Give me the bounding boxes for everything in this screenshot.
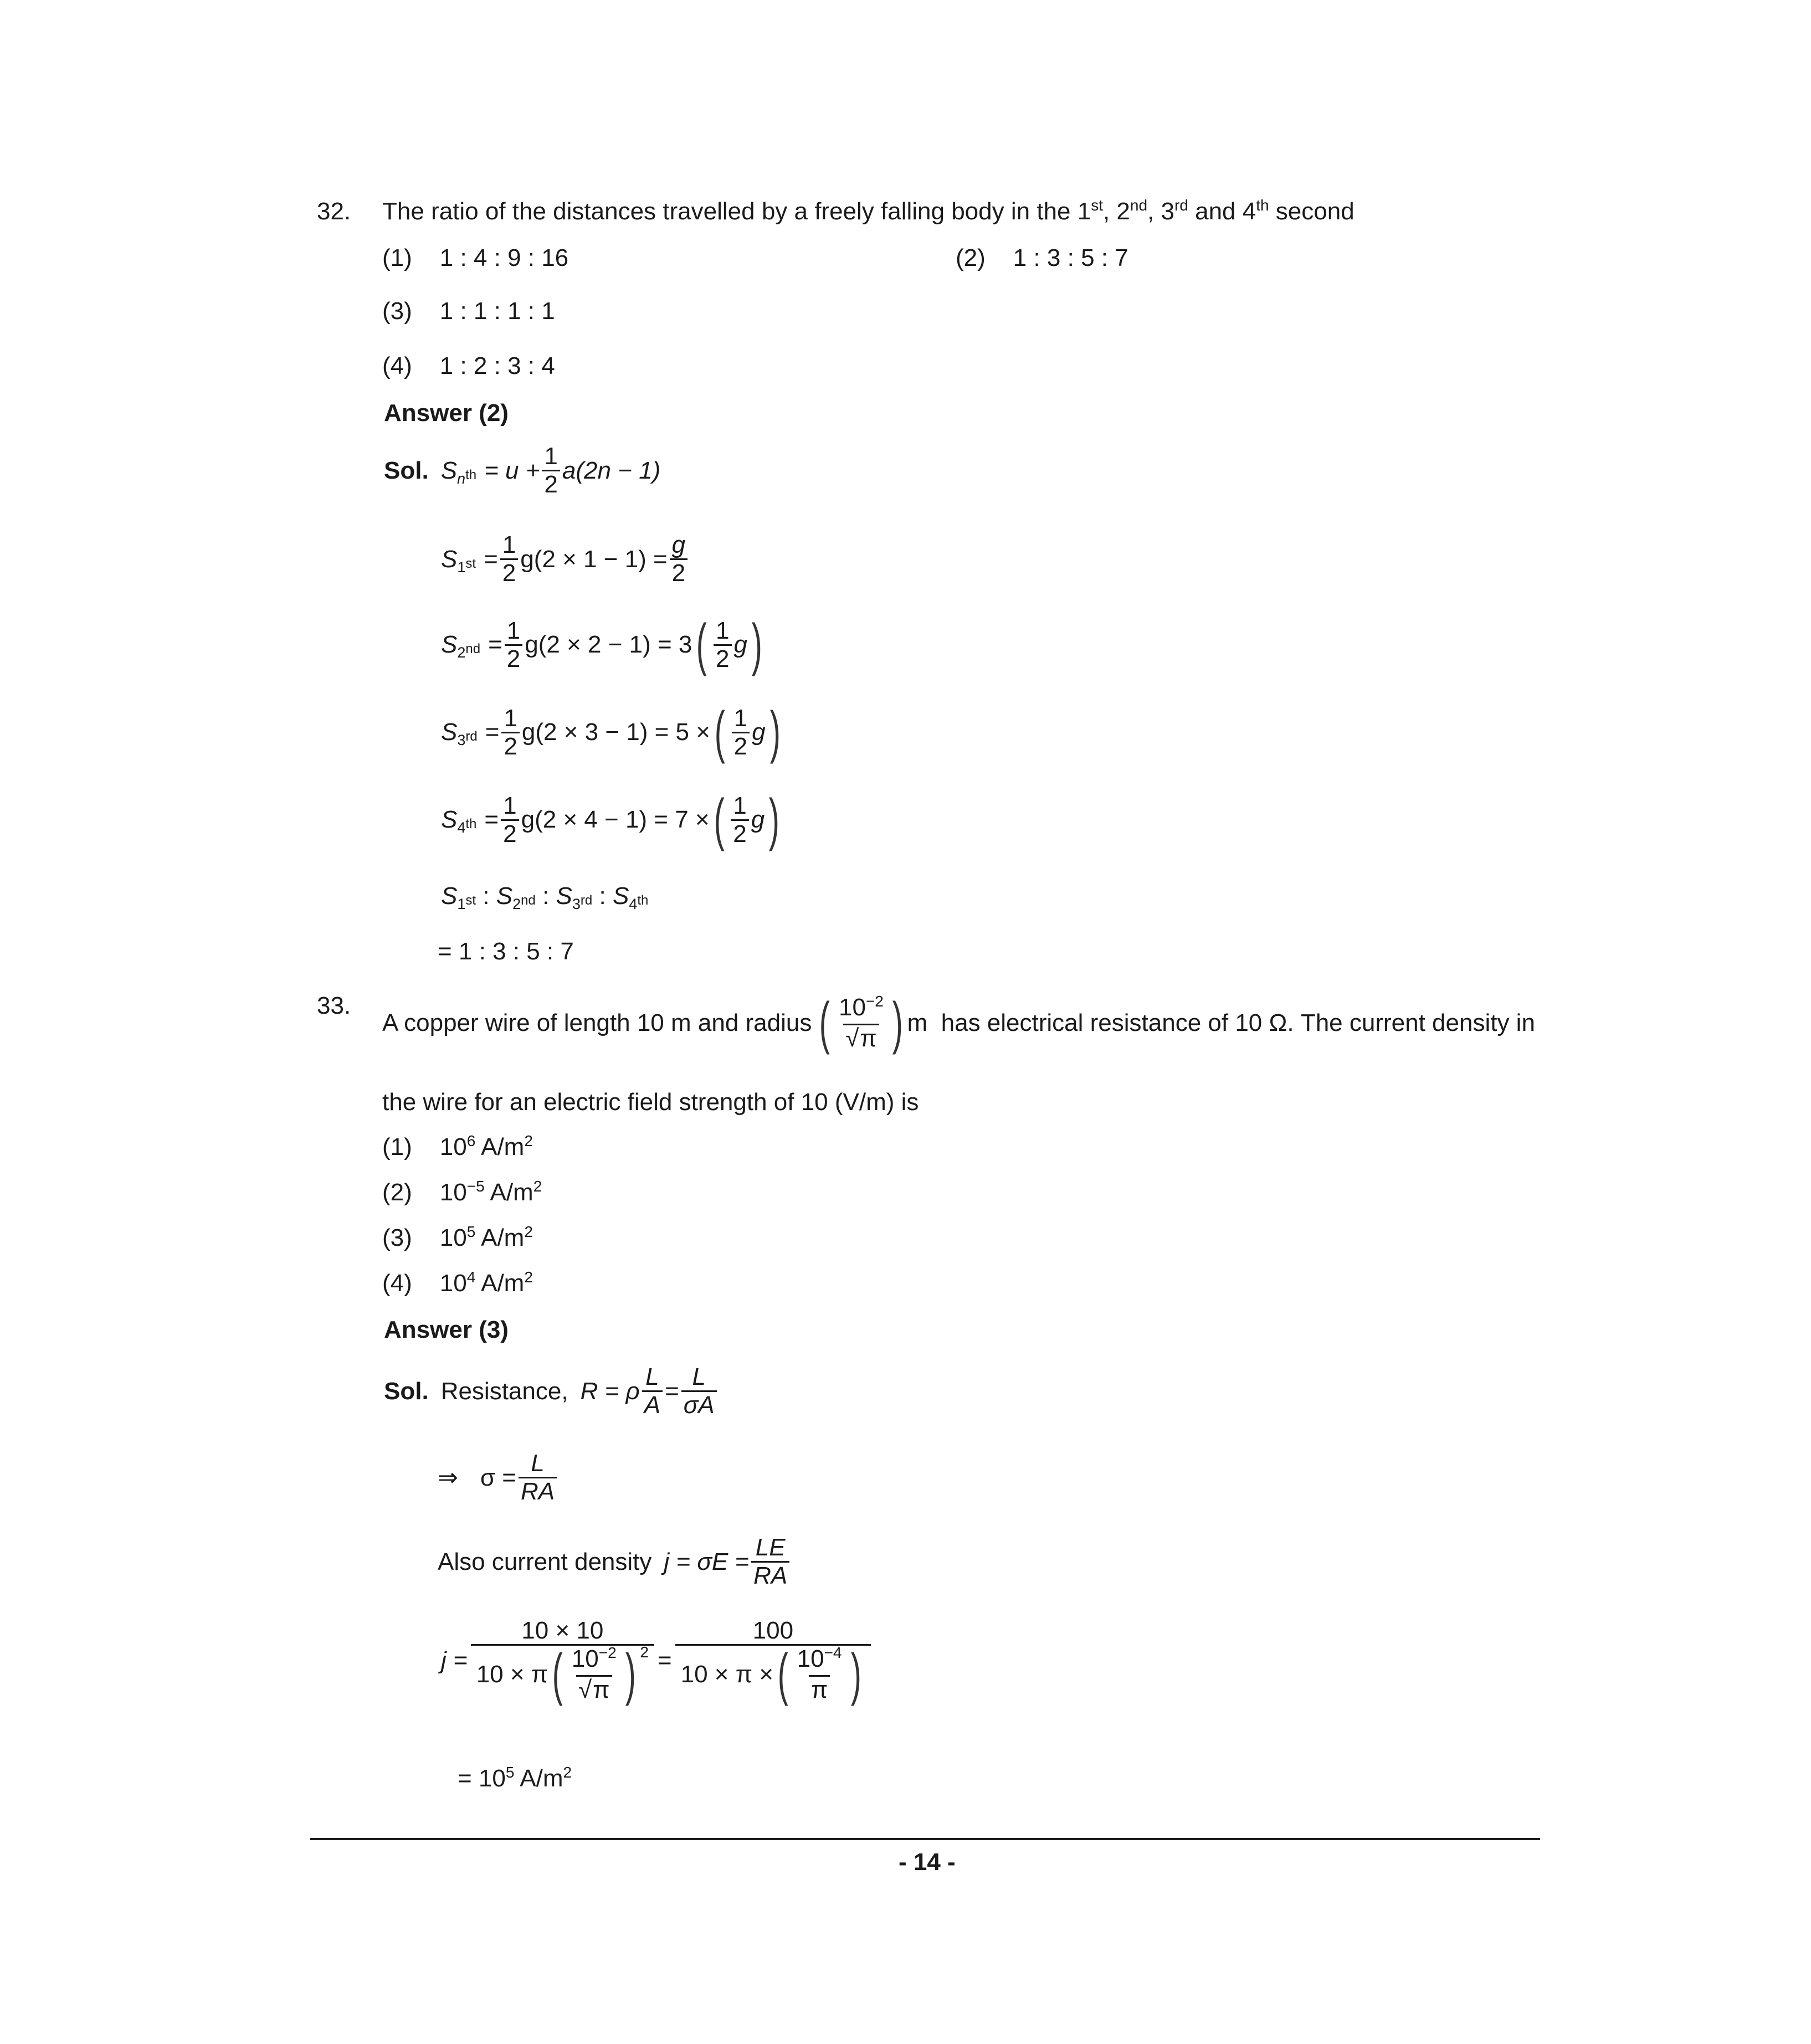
fraction: $\frac{1}{2}$ (542, 443, 560, 498)
option-2: (2) 1 : 3 : 5 : 7 (956, 244, 1128, 271)
fraction: $\frac{1}{2}$ (500, 532, 518, 587)
option-3: (3) $10^5$ $A/m^2$ (382, 1223, 533, 1251)
question-number: 32. (317, 198, 351, 225)
fraction: $\frac{1}{2}$ (501, 793, 519, 848)
solution-formula: Sol. S n th = u + $\frac{1}{2}$ a(2n − 1) (384, 443, 661, 498)
fraction: $\frac{1}{2}$ (505, 618, 522, 672)
fraction: $\frac{10^{-2}}{√\pi}$ (839, 993, 884, 1052)
fraction: $\frac{1}{2}$ (731, 793, 748, 848)
equation-s2nd: S 2 nd = $\frac{1}{2}$ g(2 × 2 − 1) = 3 ( $\frac{1}{2}$ g ) (441, 613, 762, 677)
fraction: $\frac{10^{-4}}{\pi}$ (797, 1644, 842, 1703)
answer-label: Answer (3) (384, 1316, 509, 1343)
option-4: (4) 1 : 2 : 3 : 4 (382, 352, 555, 379)
answer-label: Answer (2) (384, 399, 509, 427)
final-result: = $10^5$ $A/m^2$ (458, 1764, 572, 1792)
question-text: The ratio of the distances travelled by a freely falling body in the 1st, 2nd, 3rd and 4th second (382, 197, 1355, 225)
fraction: $\frac{1}{2}$ (732, 705, 750, 760)
solution-conductivity: ⇒ σ = $\frac{L}{RA}$ (438, 1450, 559, 1505)
footer-divider (310, 1838, 1540, 1840)
fraction: $\frac{L}{A}$ (642, 1364, 663, 1419)
fraction: 10 × 10 10 × π ( $\frac{10^{-2}}{√\pi}$ ) 2 (471, 1617, 654, 1703)
option-3: (3) 1 : 1 : 1 : 1 (382, 297, 555, 325)
option-1: (1) $10^6$ $A/m^2$ (382, 1132, 533, 1160)
equation-s3rd: S 3 rd = $\frac{1}{2}$ g(2 × 3 − 1) = 5 × ( $\frac{1}{2}$ g ) (441, 700, 781, 764)
fraction: 100 10 × π × ( $\frac{10^{-4}}{\pi}$ ) (675, 1617, 871, 1703)
question-text: A copper wire of length 10 m and radius ( $\frac{10^{-2}}{√\pi}$ ) m has electrical resistance of 10 Ω. The current density in (382, 991, 1535, 1055)
ratio-expression: S 1 st : S 2 nd : S 3 rd : S 4 th (441, 882, 649, 912)
ratio-result: = 1 : 3 : 5 : 7 (438, 938, 574, 965)
fraction: $\frac{LE}{RA}$ (751, 1534, 789, 1589)
fraction: $\frac{g}{2}$ (670, 532, 688, 587)
page-number: - 14 - (899, 1848, 956, 1876)
equation-s4th: S 4 th = $\frac{1}{2}$ g(2 × 4 − 1) = 7 × ( $\frac{1}{2}$ g ) (441, 788, 780, 852)
solution-resistance: Sol. Resistance, R = ρ $\frac{L}{A}$ = $\frac{L}{\sigma A}$ (384, 1364, 719, 1419)
option-4: (4) $10^4$ $A/m^2$ (382, 1268, 533, 1297)
question-text-continued: the wire for an electric field strength of 10 (V/m) is (382, 1088, 919, 1116)
option-1: (1) 1 : 4 : 9 : 16 (382, 244, 569, 271)
fraction: $\frac{1}{2}$ (501, 705, 519, 760)
fraction: $\frac{L}{RA}$ (519, 1450, 557, 1505)
option-2: (2) $10^{-5}$ $A/m^2$ (382, 1178, 542, 1206)
equation-s1st: S 1 st = $\frac{1}{2}$ g(2 × 1 − 1) = $\frac{g}{2}$ (441, 532, 690, 587)
fraction: $\frac{10^{-2}}{√\pi}$ (571, 1644, 617, 1703)
question-number: 33. (317, 992, 351, 1019)
fraction: $\frac{1}{2}$ (714, 618, 731, 672)
solution-current-density: Also current density j = σE = $\frac{LE}{RA}$ (438, 1534, 792, 1589)
fraction: $\frac{L}{\sigma A}$ (681, 1364, 717, 1419)
solution-substitution: j = 10 × 10 10 × π ( $\frac{10^{-2}}{√\pi}$ ) 2 = 100 10 × π × ( $\frac{10^{-4}}{\pi}$ ) (441, 1617, 874, 1703)
